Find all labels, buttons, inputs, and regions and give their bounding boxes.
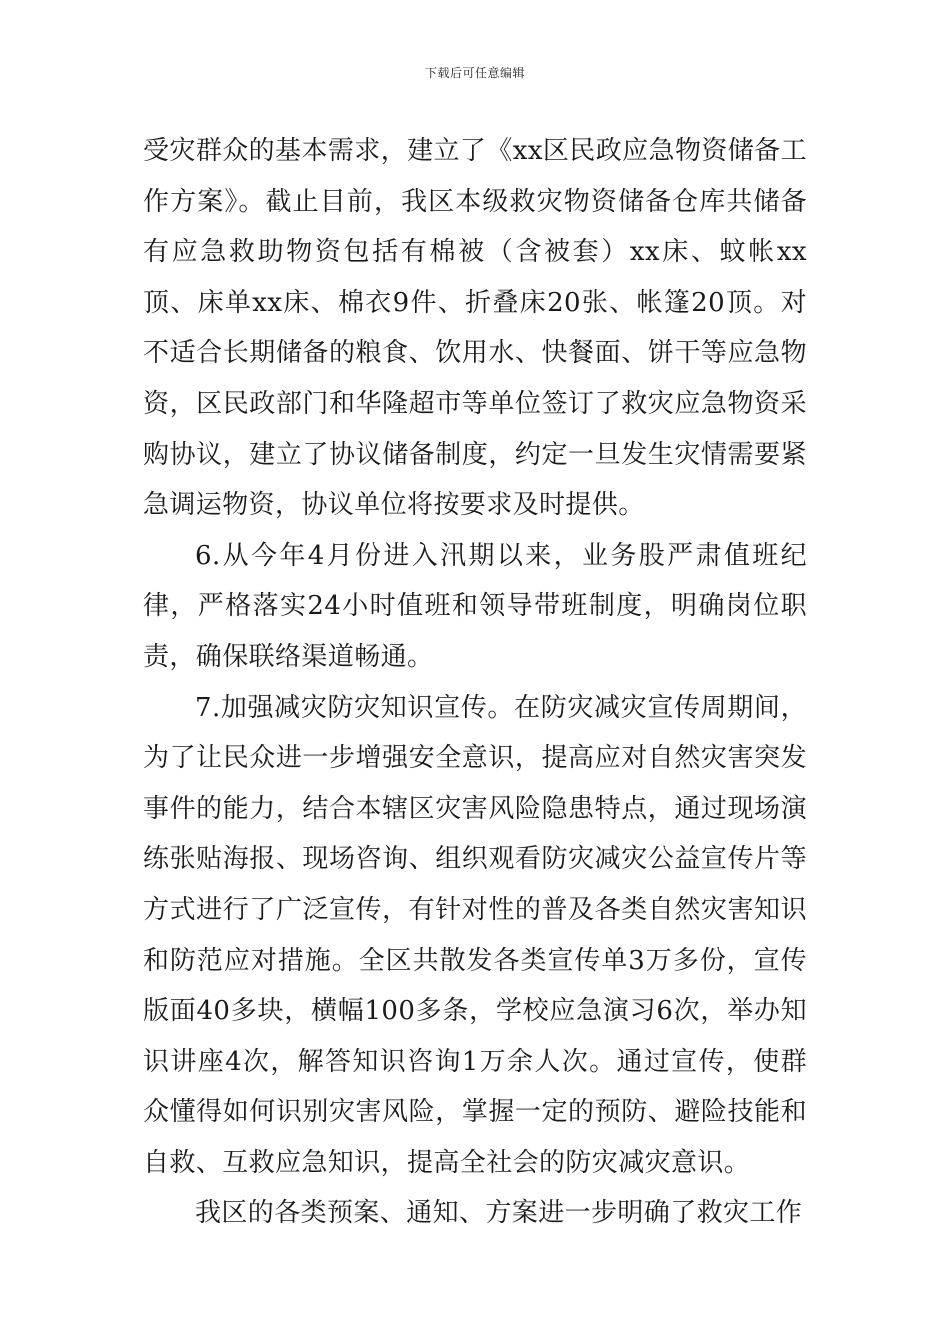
paragraph-duty-system: 6.从今年4月份进入汛期以来，业务股严肃值班纪律，严格落实24小时值班和领导带班制度，明确岗位职责，确保联络渠道畅通。: [143, 540, 807, 672]
paragraph-plans: 我区的各类预案、通知、方案进一步明确了救灾工作: [195, 1198, 803, 1229]
paragraph-publicity: 7.加强减灾防灾知识宣传。在防灾减灾宣传周期间，为了让民众进一步增强安全意识，提高应对自然灾害突发事件的能力，结合本辖区灾害风险隐患特点，通过现场演练张贴海报、现场咨询、组织观看防灾减灾公益宣传片等方式进行了广泛宣传，有针对性的普及各类自然灾害知识和防范应对措施。全区共散发各类宣传单3万多份，宣传版面40多块，横幅100多条，学校应急演习6次，举办知识讲座4次，解答知识咨询1万余人次。通过宣传，使群众懂得如何识别灾害风险，掌握一定的预防、避险技能和自救、互救应急知识，提高全社会的防灾减灾意识。: [143, 692, 807, 1178]
paragraph-reserve-supplies: 受灾群众的基本需求，建立了《xx区民政应急物资储备工作方案》。截止目前，我区本级救灾物资储备仓库共储备有应急救助物资包括有棉被（含被套）xx床、蚊帐xx顶、床单xx床、棉衣9件、折叠床20张、帐篷20顶。对不适合长期储备的粮食、饮用水、快餐面、饼干等应急物资，区民政部门和华隆超市等单位签订了救灾应急物资采购协议，建立了协议储备制度，约定一旦发生灾情需要紧急调运物资，协议单位将按要求及时提供。: [143, 136, 807, 521]
document-body: [143, 126, 807, 1239]
page-header: 下载后可任意编辑: [424, 66, 525, 80]
